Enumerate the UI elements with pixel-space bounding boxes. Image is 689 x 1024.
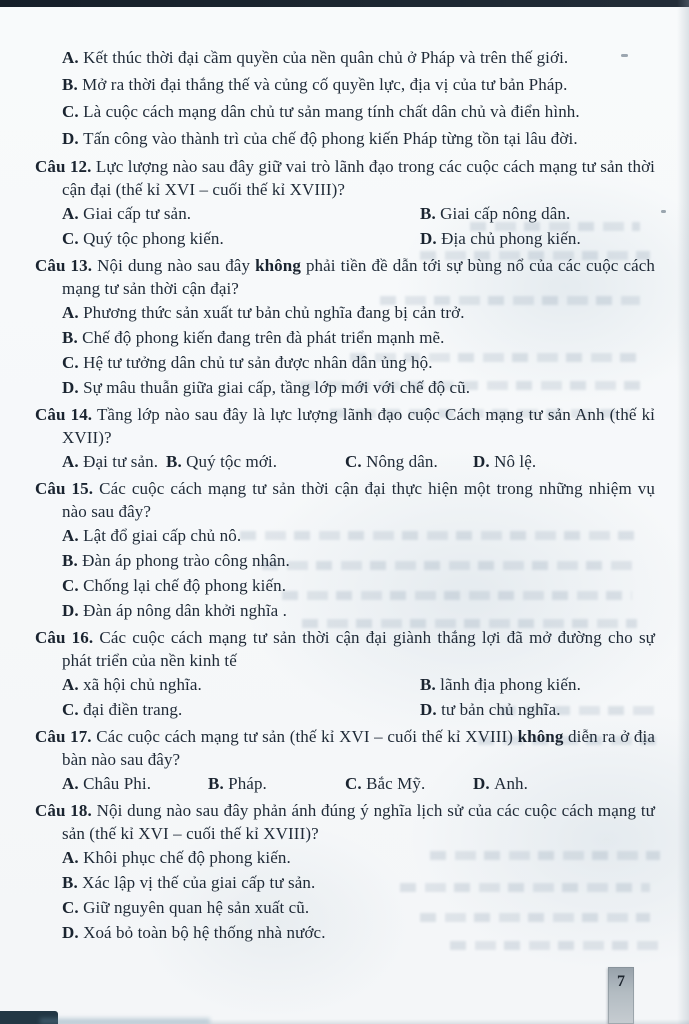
option-letter: B. [420, 204, 436, 223]
question [35, 477, 655, 623]
leading-options [35, 44, 655, 152]
answer-option [62, 870, 655, 895]
question-stem [35, 155, 655, 201]
option-text: Mở ra thời đại thắng thế và củng cố quyền lực, địa vị của tư bản Pháp. [77, 75, 568, 94]
option-text: Đàn áp nông dân khởi nghĩa . [78, 601, 288, 620]
stem-text: Nội dung nào sau đây phản ánh đúng ý nghĩa lịch sử của các cuộc cách mạng tư sản (thế kỉ XVI – cuối thế kỉ XVIII)? [62, 801, 655, 843]
answer-option [62, 672, 420, 697]
stem-bold-word: không [517, 727, 564, 746]
answer-option [62, 771, 208, 796]
answer-option [420, 201, 655, 226]
option-text: Pháp. [223, 774, 267, 793]
options-group [62, 771, 655, 796]
option-letter: C. [62, 898, 79, 917]
question-stem [35, 477, 655, 523]
option-text: Sự mâu thuẫn giữa giai cấp, tầng lớp mới với chế độ cũ. [78, 378, 471, 397]
scan-edge-top [0, 0, 689, 7]
option-letter: A. [62, 848, 79, 867]
option-letter: D. [62, 129, 79, 148]
answer-option [62, 44, 655, 71]
stem-text: Các cuộc cách mạng tư sản (thế kỉ XVI – cuối thế kỉ XVIII) [96, 727, 518, 746]
option-text: Giữ nguyên quan hệ sản xuất cũ. [78, 898, 310, 917]
question-label: Câu 13. [35, 256, 93, 275]
option-letter: B. [62, 873, 78, 892]
option-letter: A. [62, 526, 79, 545]
option-text: Chống lại chế độ phong kiến. [78, 576, 287, 595]
option-text: Khôi phục chế độ phong kiến. [78, 848, 291, 867]
answer-option [166, 449, 345, 474]
speck-artifact [661, 210, 666, 213]
question [35, 254, 655, 400]
stem-text: Các cuộc cách mạng tư sản thời cận đại giành thắng lợi đã mở đường cho sự phát triển của nền kinh tế [62, 628, 655, 670]
stem-text: Các cuộc cách mạng tư sản thời cận đại thực hiện một trong những nhiệm vụ nào sau đây? [62, 479, 655, 521]
option-letter: A. [62, 675, 79, 694]
answer-option [62, 98, 655, 125]
option-letter: B. [208, 774, 224, 793]
page-number: 7 [617, 973, 625, 990]
option-letter: D. [473, 774, 490, 793]
question-stem [35, 254, 655, 300]
question-stem [35, 403, 655, 449]
answer-option [420, 672, 655, 697]
option-letter: A. [62, 204, 79, 223]
answer-option [62, 325, 655, 350]
option-text: Kết thúc thời đại cầm quyền của nền quân chủ ở Pháp và trên thế giới. [78, 48, 569, 67]
question [35, 403, 655, 474]
option-text: đại điền trang. [78, 700, 183, 719]
stem-bold-word: không [255, 256, 301, 275]
options-group [62, 300, 655, 400]
option-letter: D. [420, 700, 437, 719]
option-letter: A. [62, 303, 79, 322]
option-text: Châu Phi. [78, 774, 152, 793]
option-letter: D. [420, 229, 437, 248]
option-text: Đàn áp phong trào công nhân. [77, 551, 290, 570]
options-group [62, 672, 655, 722]
question-label: Câu 14. [35, 405, 93, 424]
question-stem [35, 799, 655, 845]
page-edge-shading [677, 0, 689, 1024]
answer-option [473, 771, 655, 796]
answer-option [62, 300, 655, 325]
option-text: Là cuộc cách mạng dân chủ tư sản mang tính chất dân chủ và điển hình. [78, 102, 580, 121]
stem-text: phải tiền đề dẫn tới sự bùng nổ của các cuộc cách mạng tư sản thời cận đại? [62, 256, 655, 298]
option-letter: D. [62, 378, 79, 397]
question-label: Câu 12. [35, 157, 92, 176]
option-text: Nông dân. [361, 452, 438, 471]
option-text: lãnh địa phong kiến. [435, 675, 581, 694]
option-letter: C. [62, 229, 79, 248]
options-group [62, 845, 655, 945]
answer-option [420, 697, 655, 722]
answer-option [62, 375, 655, 400]
answer-option [62, 201, 420, 226]
answer-option [473, 449, 655, 474]
option-letter: C. [62, 102, 79, 121]
option-text: Xác lập vị thế của giai cấp tư sản. [77, 873, 316, 892]
option-letter: A. [62, 48, 79, 67]
stem-text: Lực lượng nào sau đây giữ vai trò lãnh đạo trong các cuộc cách mạng tư sản thời cận đại (thế kỉ XVI – cuối thế kỉ XVIII)? [62, 157, 655, 199]
question-label: Câu 16. [35, 628, 94, 647]
option-text: Địa chủ phong kiến. [436, 229, 581, 248]
option-letter: C. [345, 774, 362, 793]
option-text: Chế độ phong kiến đang trên đà phát triển mạnh mẽ. [77, 328, 445, 347]
option-letter: D. [62, 601, 79, 620]
question [35, 626, 655, 722]
option-letter: B. [62, 75, 78, 94]
answer-option [208, 771, 345, 796]
question-stem [35, 725, 655, 771]
answer-option [62, 598, 655, 623]
answer-option [345, 449, 473, 474]
option-letter: A. [62, 774, 79, 793]
option-text: Giai cấp nông dân. [435, 204, 571, 223]
option-text: Nô lệ. [489, 452, 537, 471]
question-label: Câu 17. [35, 727, 92, 746]
option-letter: C. [62, 576, 79, 595]
question-label: Câu 18. [35, 801, 92, 820]
option-letter: C. [62, 700, 79, 719]
answer-option [420, 226, 655, 251]
page-number-tab [608, 967, 634, 1024]
question-list [35, 44, 655, 945]
answer-option [345, 771, 473, 796]
question [35, 155, 655, 251]
option-text: tư bản chủ nghĩa. [436, 700, 561, 719]
answer-option [62, 845, 655, 870]
option-letter: B. [62, 328, 78, 347]
option-text: Hệ tư tưởng dân chủ tư sản được nhân dân ủng hộ. [78, 353, 433, 372]
answer-option [62, 697, 420, 722]
option-text: Bắc Mỹ. [361, 774, 426, 793]
question [35, 725, 655, 796]
question-stem [35, 626, 655, 672]
stem-text: Tầng lớp nào sau đây là lực lượng lãnh đạo cuộc Cách mạng tư sản Anh (thế kỉ XVII)? [62, 405, 655, 447]
option-text: Tấn công vào thành trì của chế độ phong kiến Pháp từng tồn tại lâu đời. [78, 129, 578, 148]
option-letter: B. [420, 675, 436, 694]
option-text: Xoá bỏ toàn bộ hệ thống nhà nước. [78, 923, 326, 942]
option-letter: D. [473, 452, 490, 471]
stem-text: Nội dung nào sau đây [97, 256, 256, 275]
answer-option [62, 548, 655, 573]
options-group [62, 523, 655, 623]
scan-smudge-bottom-left [40, 1018, 210, 1024]
option-letter: C. [345, 452, 362, 471]
answer-option [62, 125, 655, 152]
answer-option [62, 895, 655, 920]
option-text: Đại tư sản. [78, 452, 159, 471]
option-text: Phương thức sản xuất tư bản chủ nghĩa đang bị cản trở. [78, 303, 465, 322]
option-letter: B. [166, 452, 182, 471]
answer-option [62, 350, 655, 375]
answer-option [62, 71, 655, 98]
option-letter: B. [62, 551, 78, 570]
options-group [62, 201, 655, 251]
answer-option [62, 226, 420, 251]
option-text: Anh. [489, 774, 529, 793]
question-label: Câu 15. [35, 479, 94, 498]
option-text: Quý tộc mới. [181, 452, 278, 471]
answer-option [62, 920, 655, 945]
question [35, 799, 655, 945]
answer-option [62, 573, 655, 598]
answer-option [62, 523, 655, 548]
option-letter: D. [62, 923, 79, 942]
option-letter: C. [62, 353, 79, 372]
option-letter: A. [62, 452, 79, 471]
option-text: Quý tộc phong kiến. [78, 229, 224, 248]
option-text: Giai cấp tư sản. [78, 204, 192, 223]
options-group [62, 449, 655, 474]
stem-text: diễn ra ở địa bàn nào sau đây? [62, 727, 655, 769]
option-text: Lật đổ giai cấp chủ nô. [78, 526, 242, 545]
options-group [62, 44, 655, 152]
answer-option [62, 449, 166, 474]
option-text: xã hội chủ nghĩa. [78, 675, 202, 694]
